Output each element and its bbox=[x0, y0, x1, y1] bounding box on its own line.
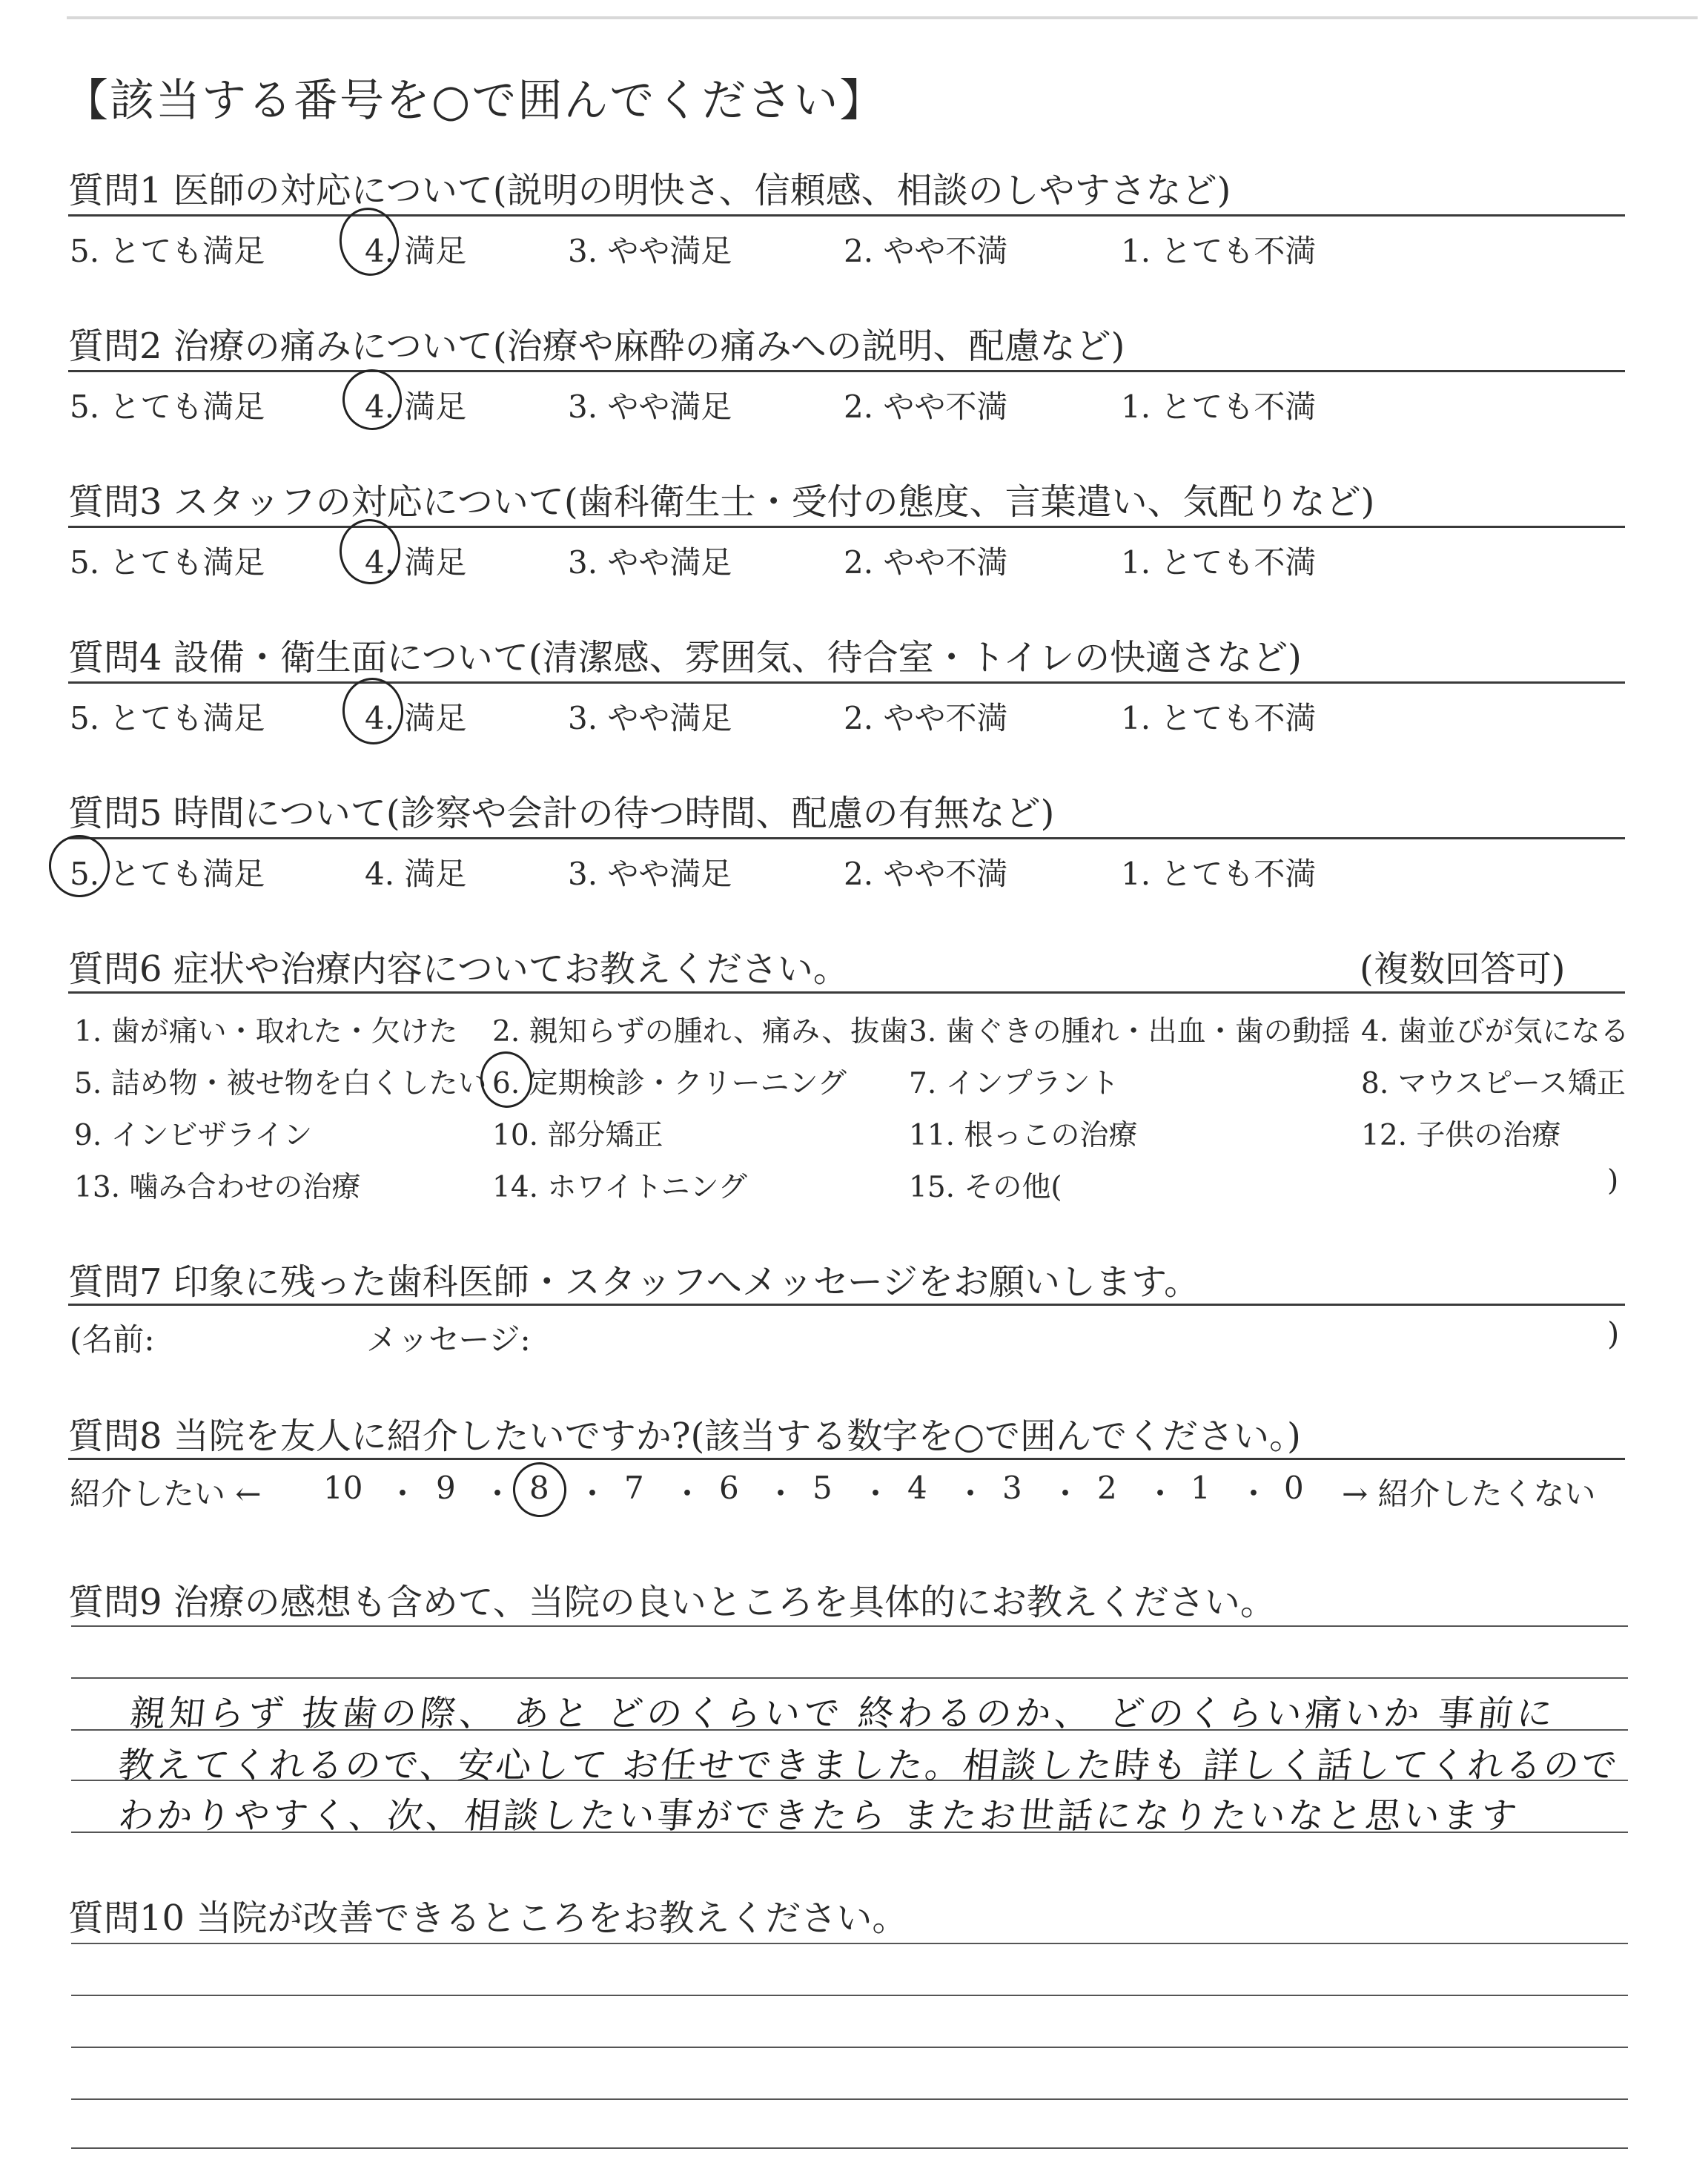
q2-rule bbox=[68, 370, 1625, 372]
q6-item-3[interactable]: 3. 歯ぐきの腫れ・出血・歯の動揺 bbox=[909, 1015, 1351, 1048]
q9-handwritten-line-1: 親知らず 抜歯の際、 あと どのくらいで 終わるのか、 どのくらい痛いか 事前に bbox=[128, 1693, 1559, 1734]
q1-label: 質問1 医師の対応について(説明の明快さ、信頼感、相談のしやすさなど) bbox=[68, 170, 1231, 211]
q1-option-4[interactable]: 4. 満足 bbox=[365, 233, 467, 269]
q8-scale-0[interactable]: 0 bbox=[1284, 1470, 1304, 1506]
q3-option-1[interactable]: 1. とても不満 bbox=[1121, 544, 1317, 581]
q3-option-2[interactable]: 2. やや不満 bbox=[844, 544, 1008, 581]
q8-scale-3[interactable]: 3 bbox=[1002, 1470, 1022, 1506]
q6-item-12[interactable]: 12. 子供の治療 bbox=[1361, 1119, 1561, 1152]
q7-rule bbox=[68, 1304, 1625, 1306]
q5-option-3[interactable]: 3. やや満足 bbox=[568, 856, 732, 892]
q3-rule bbox=[68, 526, 1625, 528]
q2-option-3[interactable]: 3. やや満足 bbox=[568, 389, 732, 425]
q8-scale-8[interactable]: 8 bbox=[529, 1470, 549, 1506]
q6-item-2[interactable]: 2. 親知らずの腫れ、痛み、抜歯 bbox=[492, 1015, 909, 1048]
q2-option-2[interactable]: 2. やや不満 bbox=[844, 389, 1008, 425]
q6-item-7[interactable]: 7. インプラント bbox=[909, 1067, 1119, 1100]
q1-option-5[interactable]: 5. とても満足 bbox=[70, 233, 265, 269]
q6-item-6[interactable]: 6. 定期検診・クリーニング bbox=[492, 1067, 847, 1100]
q10-answer-line bbox=[71, 2147, 1628, 2149]
q8-sep: ・ bbox=[765, 1476, 797, 1512]
q8-sep: ・ bbox=[577, 1476, 609, 1512]
q3-option-3[interactable]: 3. やや満足 bbox=[568, 544, 732, 581]
q8-selection-circle bbox=[510, 1459, 569, 1519]
q1-option-3[interactable]: 3. やや満足 bbox=[568, 233, 732, 269]
q9-handwritten-line-3: わかりやすく、次、相談したい事ができたら またお世話になりたいなと思います bbox=[116, 1795, 1522, 1837]
q8-scale-5[interactable]: 5 bbox=[812, 1470, 833, 1506]
q8-left-label: 紹介したい ← bbox=[70, 1476, 262, 1512]
q7-message-label: メッセージ: bbox=[366, 1321, 531, 1358]
q8-sep: ・ bbox=[672, 1476, 704, 1512]
top-border bbox=[67, 16, 1698, 19]
q10-answer-line bbox=[71, 1995, 1628, 1996]
q8-scale-10[interactable]: 10 bbox=[323, 1470, 363, 1506]
q4-option-4[interactable]: 4. 満足 bbox=[365, 700, 467, 736]
q1-rule bbox=[68, 214, 1625, 217]
q8-rule bbox=[68, 1458, 1625, 1460]
q7-name-label: (名前: bbox=[70, 1321, 155, 1358]
q6-item-14[interactable]: 14. ホワイトニング bbox=[492, 1171, 747, 1204]
q6-item-10[interactable]: 10. 部分矯正 bbox=[492, 1119, 663, 1152]
q4-option-3[interactable]: 3. やや満足 bbox=[568, 700, 732, 736]
q6-item-8[interactable]: 8. マウスピース矯正 bbox=[1361, 1067, 1626, 1100]
q7-label: 質問7 印象に残った歯科医師・スタッフへメッセージをお願いします。 bbox=[68, 1261, 1200, 1303]
q8-scale-4[interactable]: 4 bbox=[907, 1470, 927, 1506]
q2-label: 質問2 治療の痛みについて(治療や麻酔の痛みへの説明、配慮など) bbox=[68, 326, 1125, 367]
q9-label: 質問9 治療の感想も含めて、当院の良いところを具体的にお教えください。 bbox=[68, 1582, 1276, 1623]
q4-option-5[interactable]: 5. とても満足 bbox=[70, 700, 265, 736]
q8-scale-1[interactable]: 1 bbox=[1191, 1470, 1211, 1506]
q2-option-1[interactable]: 1. とても不満 bbox=[1121, 389, 1317, 425]
q8-sep: ・ bbox=[955, 1476, 987, 1512]
q6-item-9[interactable]: 9. インビザライン bbox=[74, 1119, 313, 1152]
q6-item-4[interactable]: 4. 歯並びが気になる bbox=[1361, 1015, 1629, 1048]
q6-multiple-note: (複数回答可) bbox=[1360, 948, 1566, 990]
q4-option-1[interactable]: 1. とても不満 bbox=[1121, 700, 1317, 736]
q3-label: 質問3 スタッフの対応について(歯科衛生士・受付の態度、言葉遣い、気配りなど) bbox=[68, 481, 1375, 523]
q9-handwritten-line-2: 教えてくれるので、安心して お任せできました。相談した時も 詳しく話してくれるので bbox=[116, 1745, 1622, 1786]
q4-rule bbox=[68, 681, 1625, 684]
q8-scale-6[interactable]: 6 bbox=[719, 1470, 739, 1506]
q8-label: 質問8 当院を友人に紹介したいですか?(該当する数字を○で囲んでください。) bbox=[68, 1416, 1301, 1457]
q5-rule bbox=[68, 837, 1625, 839]
q6-item-13[interactable]: 13. 噛み合わせの治療 bbox=[74, 1171, 361, 1204]
q6-label: 質問6 症状や治療内容についてお教えください。 bbox=[68, 948, 849, 990]
q9-answer-line bbox=[71, 1625, 1628, 1627]
q6-item-1[interactable]: 1. 歯が痛い・取れた・欠けた bbox=[74, 1015, 458, 1048]
q9-answer-line bbox=[71, 1677, 1628, 1679]
q6-item-5[interactable]: 5. 詰め物・被せ物を白くしたい bbox=[74, 1067, 487, 1100]
q6-other-close: ) bbox=[1607, 1164, 1619, 1198]
q8-right-label: → 紹介したくない bbox=[1342, 1476, 1596, 1512]
q1-option-2[interactable]: 2. やや不満 bbox=[844, 233, 1008, 269]
q5-option-4[interactable]: 4. 満足 bbox=[365, 856, 467, 892]
q8-sep: ・ bbox=[482, 1476, 514, 1512]
q10-answer-line bbox=[71, 2047, 1628, 2048]
q6-rule bbox=[68, 991, 1625, 994]
q5-label: 質問5 時間について(診察や会計の待つ時間、配慮の有無など) bbox=[68, 793, 1055, 834]
q2-option-4[interactable]: 4. 満足 bbox=[365, 389, 467, 425]
q8-scale-9[interactable]: 9 bbox=[436, 1470, 456, 1506]
q7-close-paren: ) bbox=[1607, 1315, 1620, 1352]
q10-answer-line bbox=[71, 2098, 1628, 2100]
q8-sep: ・ bbox=[387, 1476, 419, 1512]
q6-item-15[interactable]: 15. その他( bbox=[909, 1171, 1062, 1204]
q3-option-4[interactable]: 4. 満足 bbox=[365, 544, 467, 581]
q5-option-5[interactable]: 5. とても満足 bbox=[70, 856, 265, 892]
page-title: 【該当する番号を○で囲んでください】 bbox=[64, 75, 886, 127]
q5-option-2[interactable]: 2. やや不満 bbox=[844, 856, 1008, 892]
q8-sep: ・ bbox=[1238, 1476, 1270, 1512]
q2-option-5[interactable]: 5. とても満足 bbox=[70, 389, 265, 425]
q8-scale-2[interactable]: 2 bbox=[1097, 1470, 1117, 1506]
q3-option-5[interactable]: 5. とても満足 bbox=[70, 544, 265, 581]
q6-item-11[interactable]: 11. 根っこの治療 bbox=[909, 1119, 1138, 1152]
q5-option-1[interactable]: 1. とても不満 bbox=[1121, 856, 1317, 892]
q4-option-2[interactable]: 2. やや不満 bbox=[844, 700, 1008, 736]
q4-label: 質問4 設備・衛生面について(清潔感、雰囲気、待合室・トイレの快適さなど) bbox=[68, 637, 1302, 678]
q8-scale-7[interactable]: 7 bbox=[624, 1470, 644, 1506]
q10-answer-line bbox=[71, 1943, 1628, 1944]
q1-option-1[interactable]: 1. とても不満 bbox=[1121, 233, 1317, 269]
q8-sep: ・ bbox=[860, 1476, 892, 1512]
q8-sep: ・ bbox=[1145, 1476, 1176, 1512]
q8-sep: ・ bbox=[1050, 1476, 1082, 1512]
q10-label: 質問10 当院が改善できるところをお教えください。 bbox=[68, 1898, 908, 1939]
